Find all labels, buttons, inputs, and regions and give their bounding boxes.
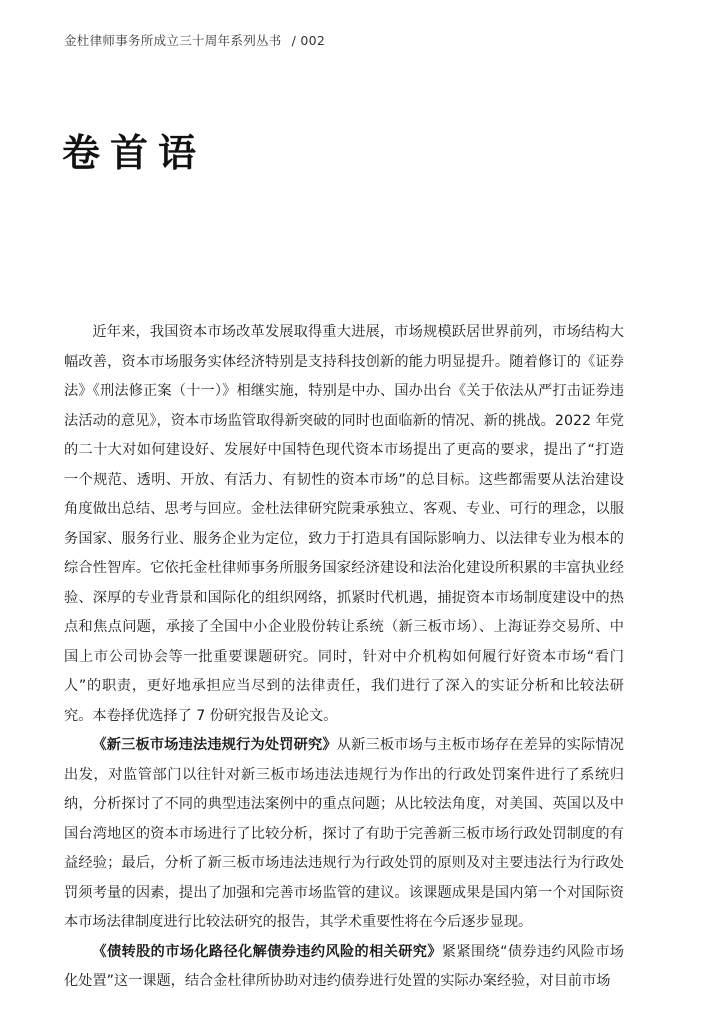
running-header [64, 31, 325, 49]
paragraph-text: 从新三板市场与主板市场存在差异的实际情况出发，对监管部门以往针对新三板市场违法违规行为作出的行政处罚案件进行了系统归纳，分析探讨了不同的典型违法案例中的重点问题；从比较法角度，对美国、英国以及中国台湾地区的资本市场进行了比较分析，探讨了有助于完善新三板市场行政处罚制度的有益经验；最后，分析了新三板市场违法违规行为行政处罚的原则及对主要违法行为行政处罚须考量的因素，提出了加强和完善市场监管的建议。该课题成果是国内第一个对国际资本市场法律制度进行比较法研究的报告，其学术重要性将在今后逐步显现。 [64, 737, 624, 930]
page-number: / 002 [291, 33, 326, 48]
paragraph-lead: 《新三板市场违法违规行为处罚研究》 [92, 737, 337, 753]
paragraph-text: 紧紧围绕“债券违约风险市场化处置”这一课题，结合金杜律所协助对违约债券进行处置的实际办案经验，对目前市场 [64, 943, 624, 989]
body-text [64, 318, 624, 997]
paragraph [64, 731, 624, 938]
paragraph-text: 近年来，我国资本市场改革发展取得重大进展，市场规模跃居世界前列，市场结构大幅改善，资本市场服务实体经济特别是支持科技创新的能力明显提升。随着修订的《证券法》《刑法修正案（十一）》相继实施，特别是中办、国办出台《关于依法从严打击证券违法活动的意见》，资本市场监管取得新突破的同时也面临新的情况、新的挑战。2022 年党的二十大对如何建设好、发展好中国特色现代资本市场提出了更高的要求，提出了“打造一个规范、透明、开放、有活力、有韧性的资本市场”的总目标。这些都需要从法治建设角度做出总结、思考与回应。金杜法律研究院秉承独立、客观、专业、可行的理念，以服务国家、服务行业、服务企业为定位，致力于打造具有国际影响力、以法律专业为根本的综合性智库。它依托金杜律师事务所服务国家经济建设和法治化建设所积累的丰富执业经验、深厚的专业背景和国际化的组织网络，抓紧时代机遇，捕捉资本市场制度建设中的热点和焦点问题，承接了全国中小企业股份转让系统（新三板市场）、上海证券交易所、中国上市公司协会等一批重要课题研究。同时，针对中介机构如何履行好资本市场“看门人”的职责，更好地承担应当尽到的法律责任，我们进行了深入的实证分析和比较法研究。本卷择优选择了 7 份研究报告及论文。 [64, 324, 624, 724]
paragraph-lead: 《债转股的市场化路径化解债券违约风险的相关研究》 [92, 943, 442, 960]
chapter-title: 卷首语 [62, 131, 207, 175]
series-title: 金杜律师事务所成立三十周年系列丛书 [64, 33, 282, 48]
paragraph [64, 318, 624, 731]
paragraph [64, 938, 624, 997]
